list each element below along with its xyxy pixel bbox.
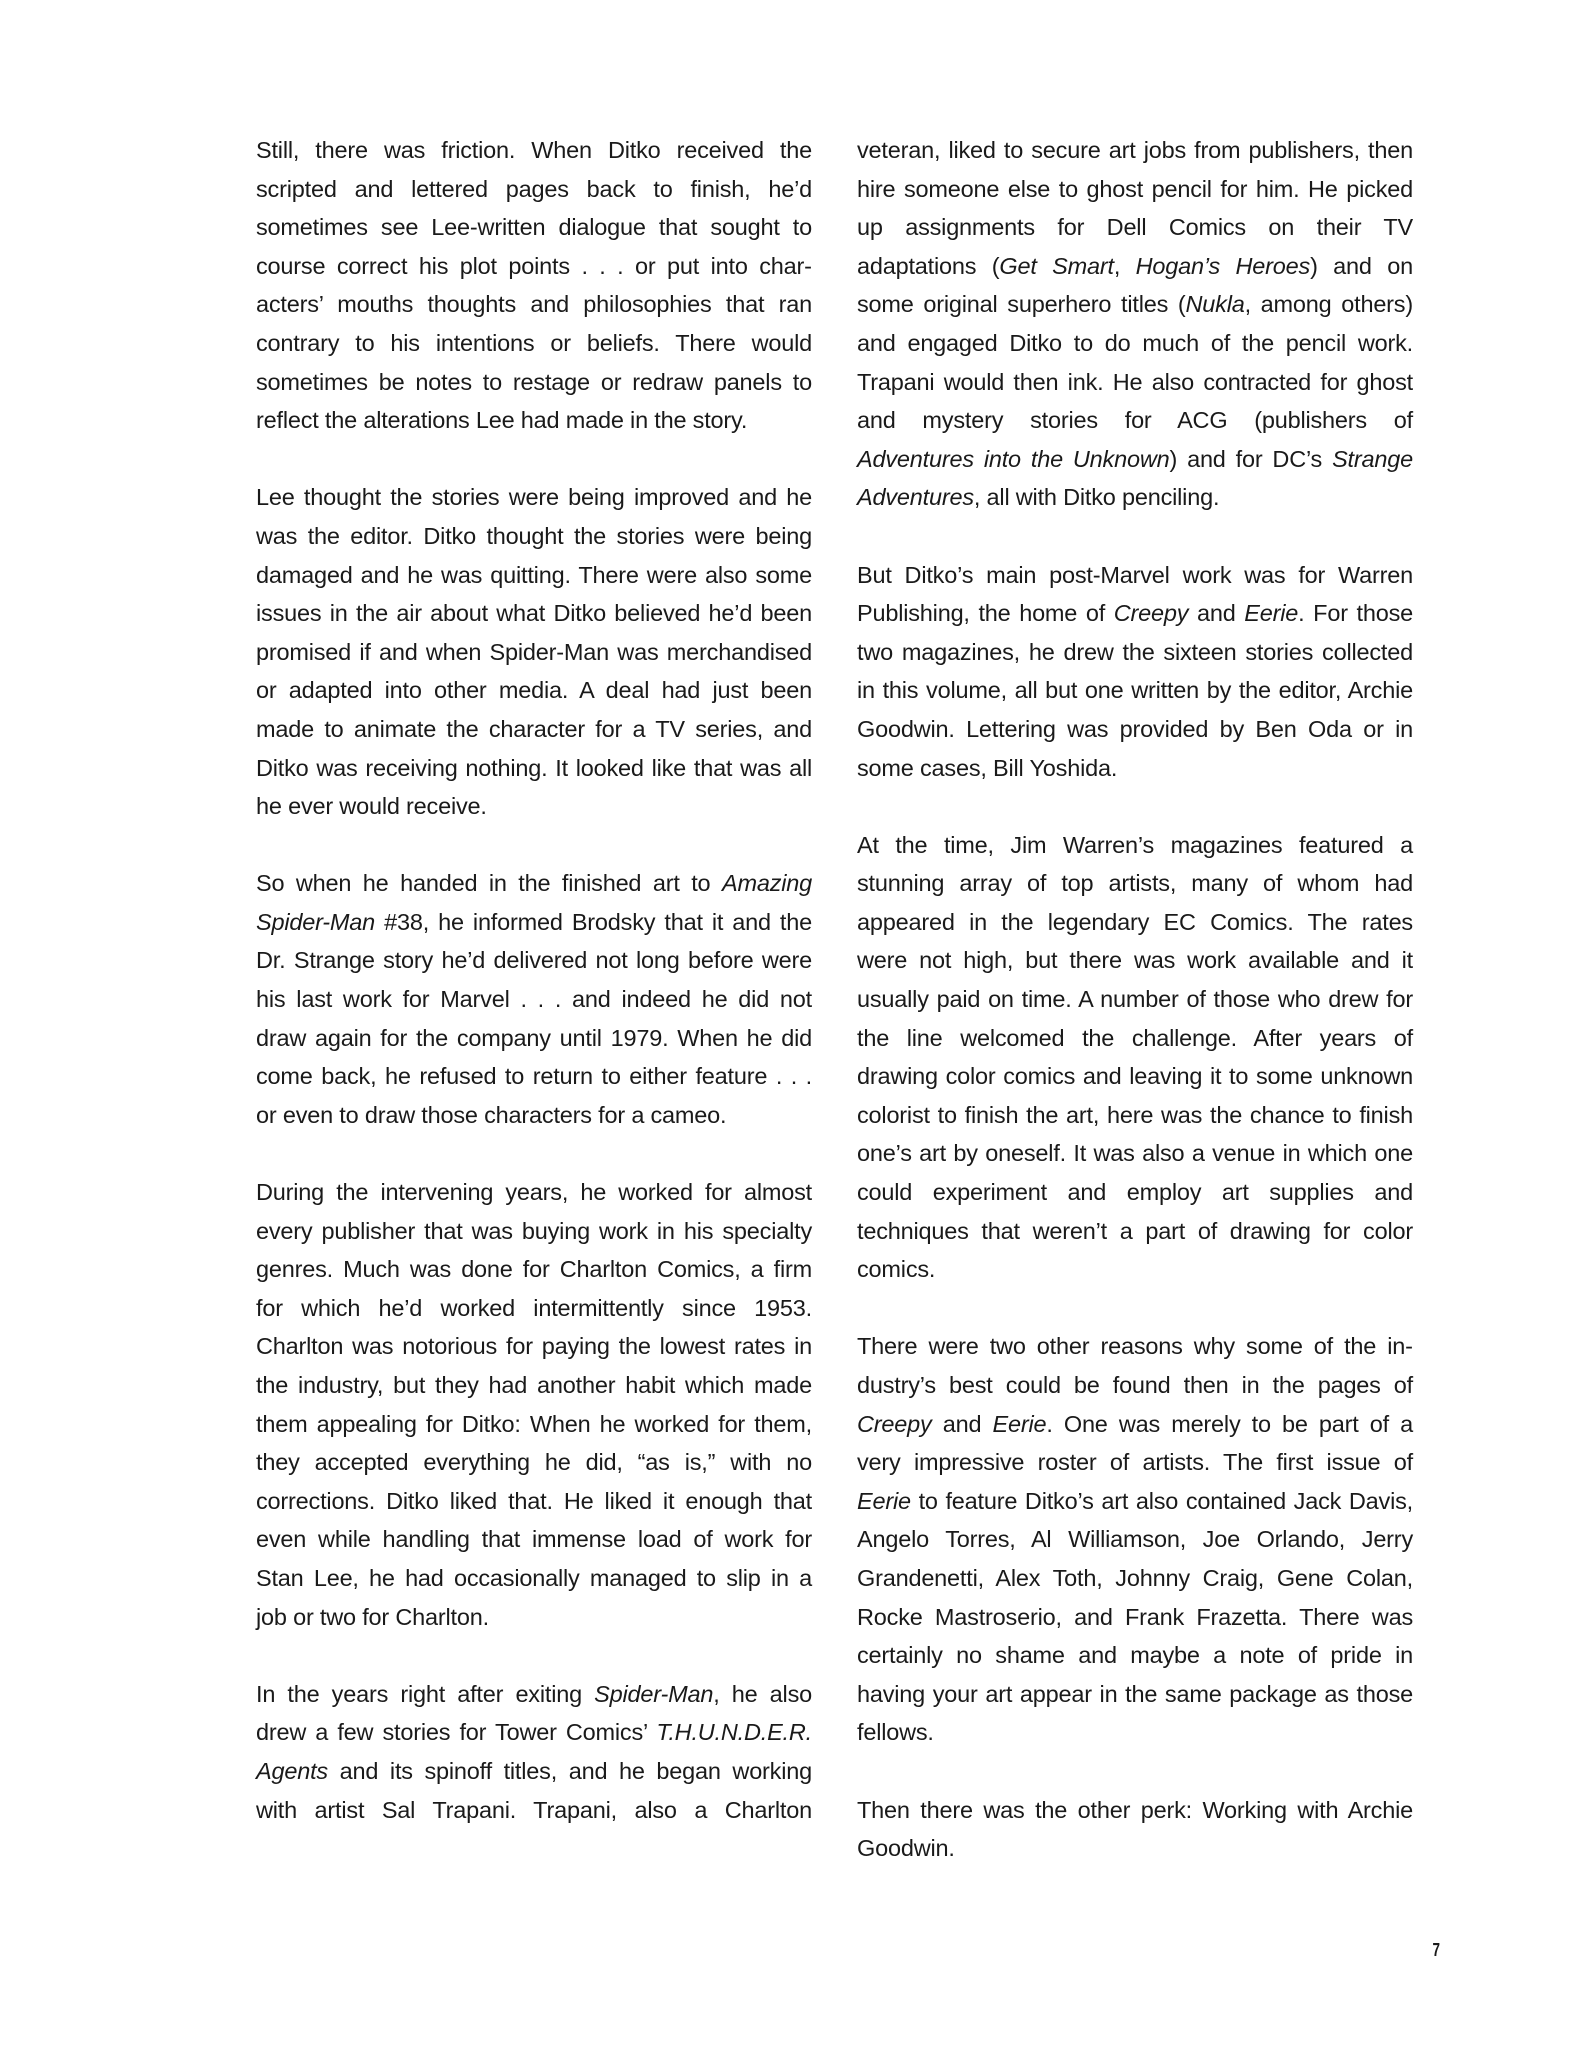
text-run: At the time, Jim Warren’s magazines featured a stunning array of top artists, many of whom had appeared in the legendary EC Comics. The rates were not high, but there was work available and it usually paid on time. A number of those who drew for the line welcomed the challenge. After years of drawing color comics and leaving it to some unknown colorist to finish the art, here was the chance to finish one’s art by oneself. It was also a venue in which one could experiment and employ art supplies and techniques that weren’t a part of drawing for color comics. [857,831,1413,1283]
text-run: But Ditko’s main post-Marvel work was for Warren Publishing, the home of [857,561,1413,627]
italic-title: Adventures into the Unknown [857,445,1170,472]
italic-title: Get Smart [999,252,1114,279]
text-run: . For those two magazines, he drew the sixteen stories collected in this volume, all but one written by the editor, Archie Goodwin. Lettering was provided by Ben Oda or in some cases, Bill Yoshida. [857,600,1413,781]
right-text-column [857,131,1413,1868]
italic-title: Eerie [857,1487,911,1514]
text-run: , among others) and engaged Ditko to do much of the pencil work. Trapani would then ink. He also contracted for ghost and mystery stories for ACG (publishers of [857,291,1413,434]
text-run: So when he handed in the finished art to [256,870,722,897]
italic-title: Eerie [1244,600,1299,627]
body-paragraph [256,1173,812,1636]
italic-title: Creepy [857,1410,932,1437]
italic-title: Eerie [992,1410,1047,1437]
text-run: ) and for DC’s [1169,445,1333,472]
body-paragraph [857,556,1413,788]
text-run: , he also drew a few stories for Tower Comics’ [256,1680,812,1746]
text-run: During the intervening years, he worked for almost every publisher that was buying work in his specialty genres. Much was done for Charlton Comics, a firm for which he’d worked intermittently since 1953. Charlton was notorious for paying the lowest rates in the industry, but they had another habit which made them appealing for Ditko: When he worked for them, they accepted everything he did, “as is,” with no corrections. Ditko liked that. He liked it enough that even while handling that immense load of work for Stan Lee, he had occasionally managed to slip in a job or two for Charlton. [256,1179,812,1630]
body-paragraph [256,1675,812,1829]
italic-title: Amazing Spider-Man [256,870,812,935]
body-paragraph [256,478,812,825]
italic-title: Hogan’s Heroes [1135,252,1311,279]
text-run: Lee thought the stories were being improved and he was the editor. Ditko thought the stories were being damaged and he was quitting. There were also some issues in the air about what Ditko believed he’d been promised if and when Spider-Man was merchandised or adapted into other media. A deal had just been made to animate the character for a TV series, and Ditko was receiving nothing. It looked like that was all he ever would receive. [256,484,812,820]
italic-title: Spider-Man [594,1680,714,1707]
body-paragraph [857,131,1413,517]
body-paragraph [256,864,812,1134]
text-run: and its spinoff titles, and he began working with artist Sal Trapani. Trapani, also a Charlton [256,1757,812,1823]
text-run: , all with Ditko penciling. [973,484,1220,511]
text-run: veteran, liked to secure art jobs from publishers, then hire someone else to ghost pencil for him. He picked up assignments for Dell Comics on their TV adaptations ( [857,137,1413,279]
italic-title: Strange Adventures [857,445,1413,511]
text-run: Still, there was friction. When Ditko received the scripted and lettered pages back to finish, he’d sometimes see Lee-written dialogue that sought to course correct his plot points . . . or put into characters’ mouths thoughts and philosophies that ran contrary to his intentions or beliefs. There would sometimes be notes to restage or redraw panels to reflect the alterations Lee had made in the story. [256,137,812,434]
body-paragraph [857,1327,1413,1752]
text-run: In the years right after exiting [256,1680,595,1707]
text-run: Then there was the other perk: Working with Archie Goodwin. [857,1796,1413,1862]
italic-title: Nukla [1185,291,1245,318]
page-number: 7 [1432,1940,1440,1960]
text-run: #38, he informed Brodsky that it and the Dr. Strange story he’d delivered not long before were his last work for Marvel . . . and indeed he did not draw again for the company until 1979. When he did come back, he refused to return to either feature . . . or even to draw those characters for a cameo. [256,908,812,1128]
left-text-column [256,131,812,1829]
body-paragraph [256,131,812,440]
text-run: . One was merely to be part of a very impressive roster of artists. The first issue of [857,1410,1413,1476]
text-run: ) and on some original superhero titles ( [857,252,1413,318]
body-paragraph [857,826,1413,1289]
text-run: and [931,1410,993,1437]
italic-title: Creepy [1113,600,1189,627]
text-run: and [1188,600,1245,627]
text-run: There were two other reasons why some of the industry’s best could be found then in the pages of [857,1333,1413,1398]
body-paragraph [857,1791,1413,1868]
text-run: to feature Ditko’s art also contained Jack Davis, Angelo Torres, Al Williamson, Joe Orlando, Jerry Grandenetti, Alex Toth, Johnny Craig, Gene Colan, Rocke Mastroserio, and Frank Frazetta. There was certainly no shame and maybe a note of pride in having your art appear in the same package as those fellows. [857,1487,1413,1746]
italic-title: T.H.U.N.D.E.R. Agents [256,1719,812,1784]
text-run: , [1113,252,1136,279]
